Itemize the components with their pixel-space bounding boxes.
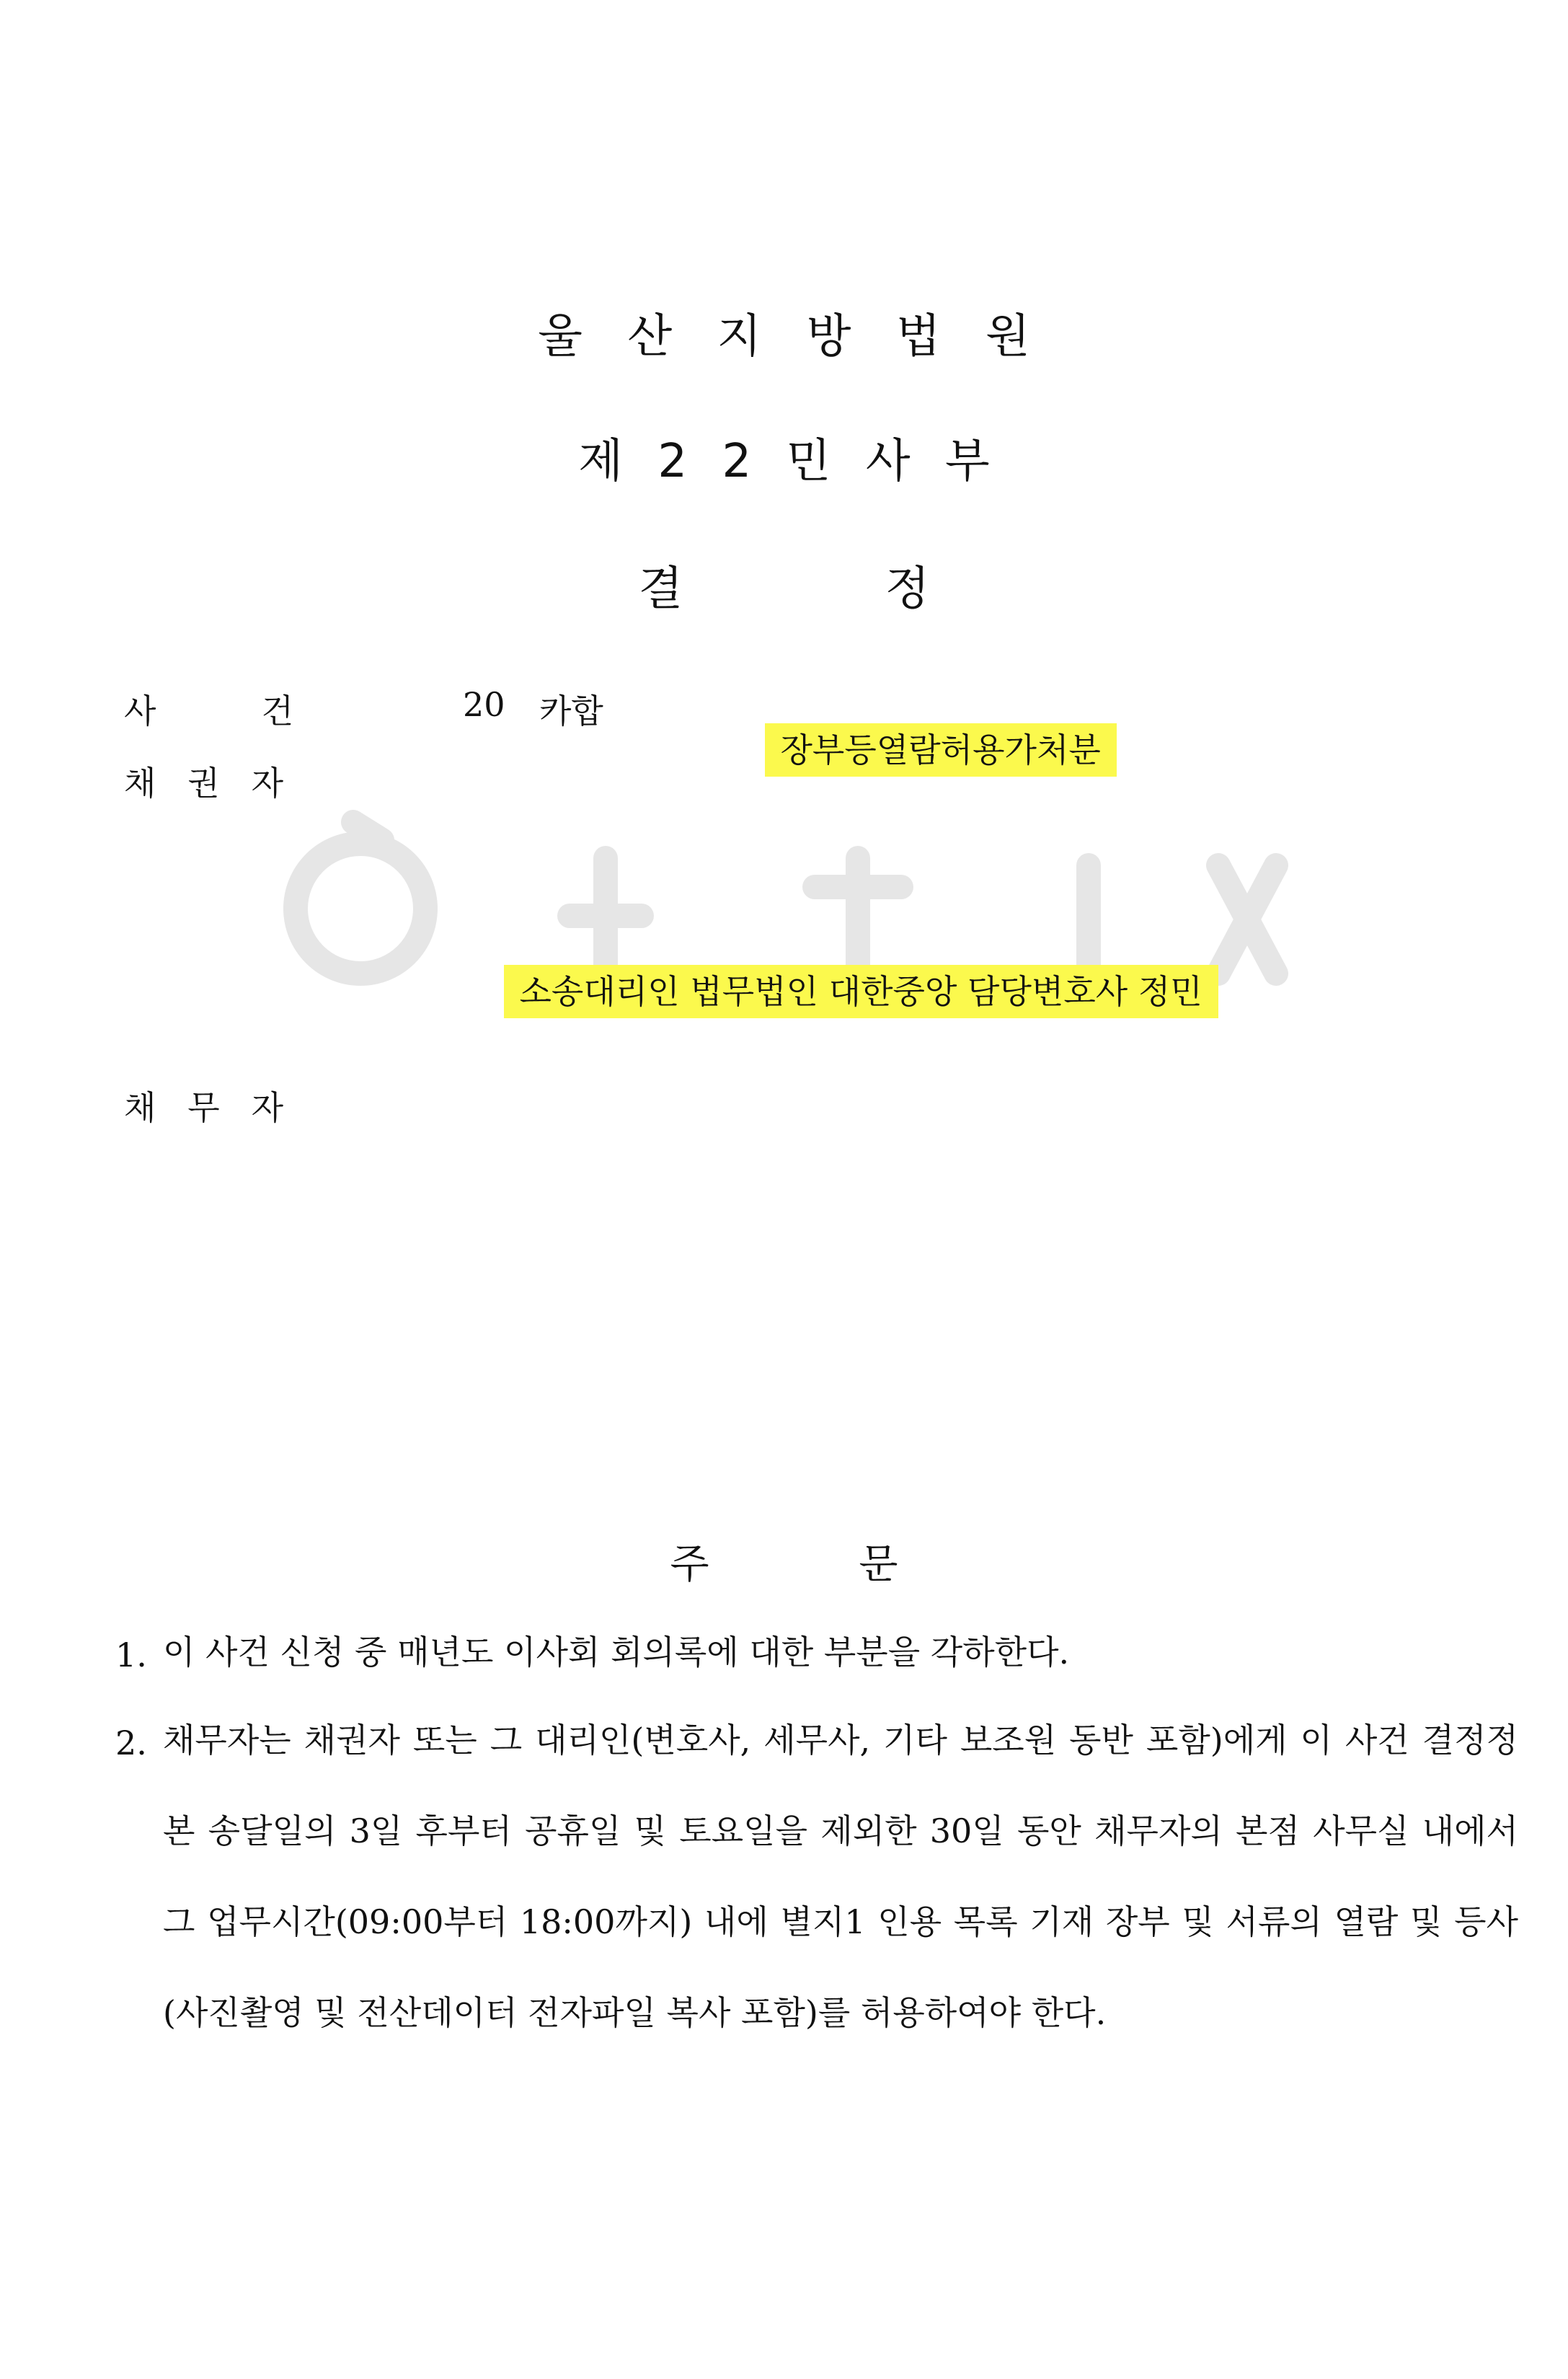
order-heading: 주 문: [670, 1541, 898, 1588]
case-name-highlight: 장부등열람허용가처분: [765, 723, 1117, 777]
order-item-number: 2.: [115, 1723, 147, 1762]
case-type: 카합: [539, 692, 603, 731]
order-item-text: 채무자는 채권자 또는 그 대리인(변호사, 세무사, 기타 보조원 동반 포함)에게 이 사건 결정정본 송달일의 3일 후부터 공휴일 및 토요일을 제외한 30일 동안 채무자의 본점 사무실 내에서 그 업무시간(09:00부터 18:00까지) 내에 별지1 인용 목록 기재 장부 및 서류의 열람 및 등사(사진촬영 및 전산데이터 전자파일 복사 포함)를 허용하여야 한다.: [163, 1721, 1518, 2032]
order-item-text: 이 사건 신청 중 매년도 이사회 회의록에 대한 부분을 각하한다.: [163, 1633, 1070, 1672]
attorney-highlight: 소송대리인 법무법인 대한중앙 담당변호사 정민: [504, 965, 1218, 1018]
order-item-number: 1.: [115, 1636, 147, 1674]
case-year: 20: [463, 685, 505, 724]
debtor-label: 채 무 자: [124, 1088, 284, 1127]
attorney-line: [461, 927, 1218, 1052]
case-label: 사 건: [124, 692, 294, 731]
court-name: 울 산 지 방 법 원: [538, 310, 1030, 363]
creditor-label: 채 권 자: [124, 764, 284, 803]
case-name: [722, 685, 1117, 811]
division-name: 제 2 2 민 사 부: [578, 435, 990, 488]
decision-title: 결 정: [638, 562, 930, 616]
